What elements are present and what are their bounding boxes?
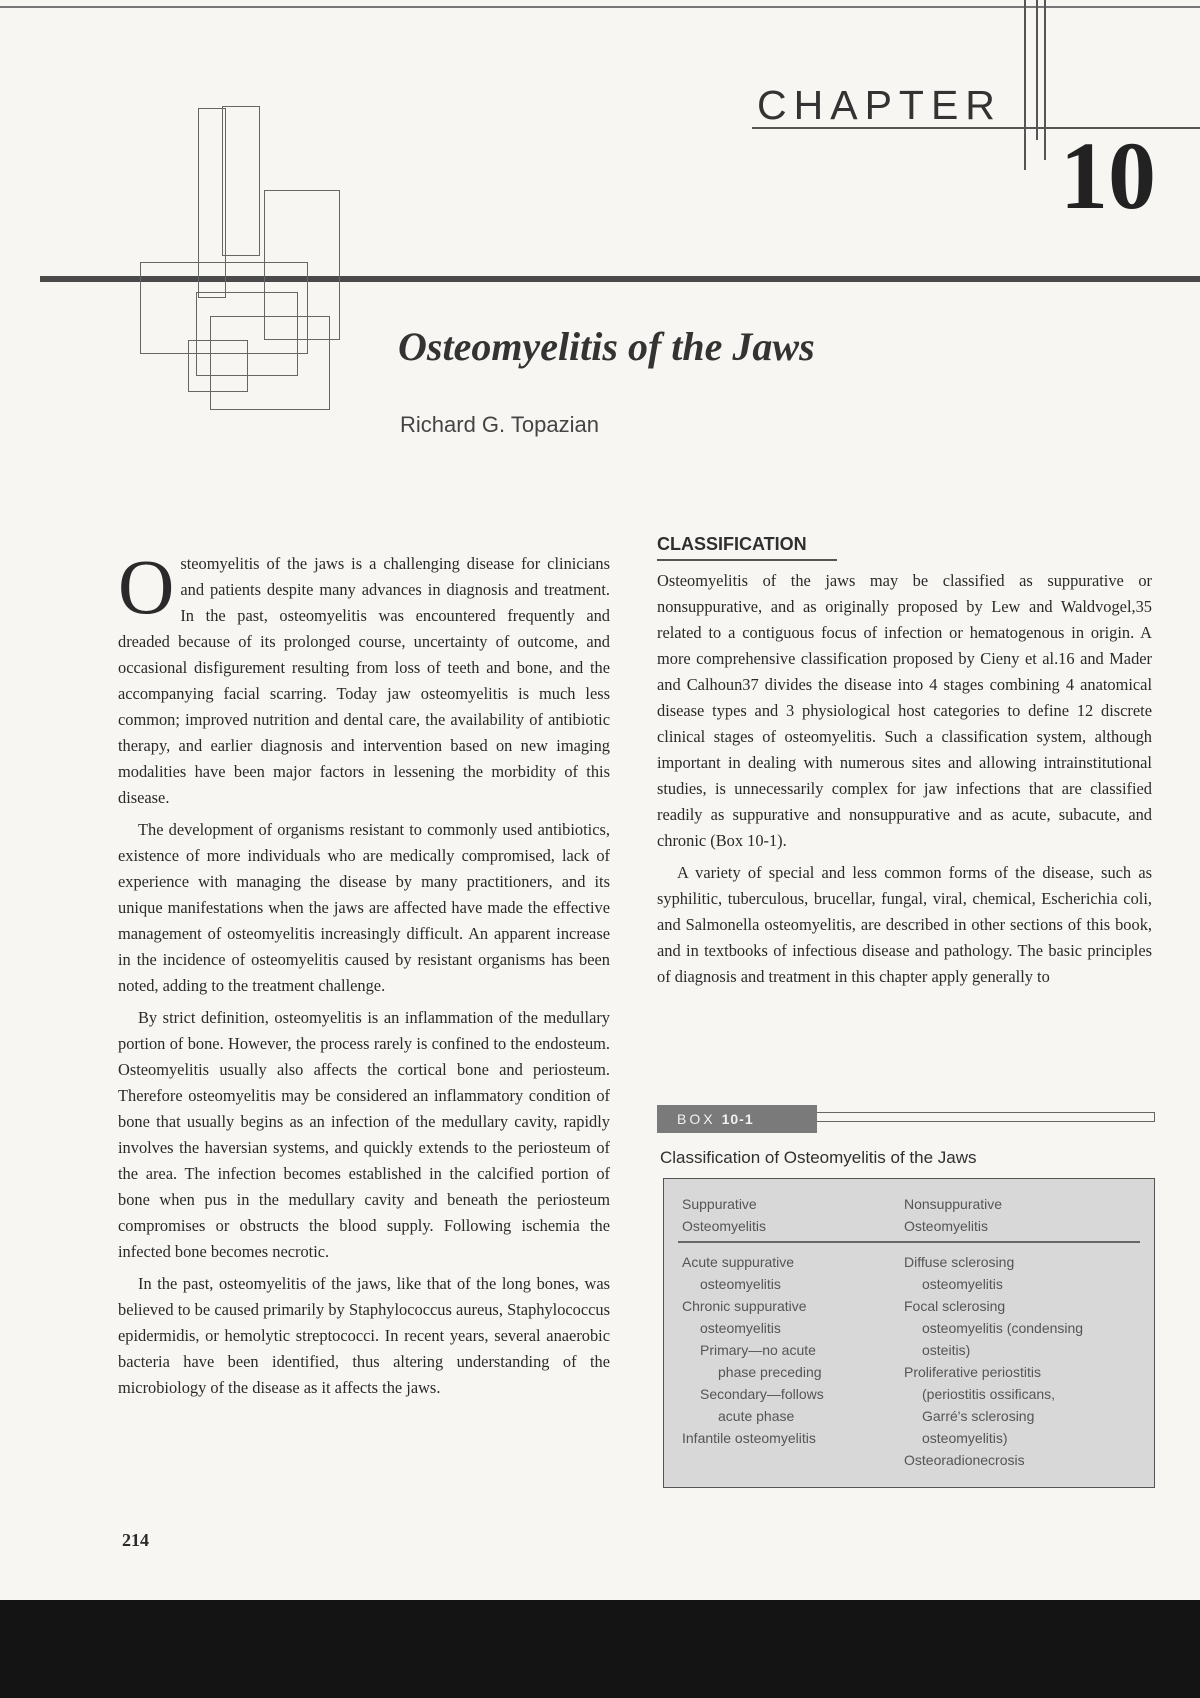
list-item: osteitis) <box>922 1342 971 1358</box>
box-label-line <box>817 1112 1155 1122</box>
list-item: Secondary—follows <box>700 1386 824 1402</box>
paragraph-microbiology: In the past, osteomyelitis of the jaws, like that of the long bones, was believed to be caused primarily by Staphylococcus aureus, Staphylococcus epidermidis, or hemolytic streptococci. In recent years, several anaerobic bacteria have been identified, thus altering understanding of the microbiology of the disease as it affects the jaws. <box>118 1274 610 1397</box>
list-item: (periostitis ossificans, <box>922 1386 1056 1402</box>
vertical-rule-right-3 <box>1044 0 1046 160</box>
paragraph-text: steomyelitis of the jaws is a challenging disease for clinicians and patients despite many advances in diagnosis and treatment. In the past, osteomyelitis was encountered frequently and dreaded because of its prolonged course, uncertainty of outcome, and occasional disfigurement resulting from loss of teeth and bone, and the accompanying facial scarring. Today jaw osteomyelitis is much less common; improved nutrition and dental care, the availability of antibiotic therapy, and earlier diagnosis and intervention based on new imaging modalities have been major factors in lessening the morbidity of this disease. <box>118 554 610 807</box>
author-name: Richard G. Topazian <box>400 412 599 437</box>
list-item: Proliferative periostitis <box>904 1364 1041 1380</box>
list-item: Primary—no acute <box>700 1342 816 1358</box>
col2-header <box>904 1193 1002 1237</box>
classification-table <box>663 1178 1155 1488</box>
col2-header-line: Nonsuppurative <box>904 1196 1003 1212</box>
list-item: Acute suppurative <box>682 1254 795 1270</box>
list-item: osteomyelitis <box>700 1276 781 1292</box>
list-item: osteomyelitis <box>700 1320 781 1336</box>
col2-header-line: Osteomyelitis <box>904 1218 989 1234</box>
section-heading-rule <box>657 559 837 561</box>
col1-items <box>682 1251 824 1449</box>
list-item: Chronic suppurative <box>682 1298 807 1314</box>
paragraph-definition: By strict definition, osteomyelitis is an inflammation of the medullary portion of bone. However, the process rarely is confined to the endosteum. Osteomyelitis usually also affects the cortical bone and periosteum. Therefore osteomyelitis may be considered an inflammatory condition of bone that usually begins as an infection of the medullary cavity, rapidly involves the haversian systems, and quickly extends to the periosteum of the area. The infection becomes established in the calcified portion of bone when pus in the medullary cavity and beneath the periosteum compromises or obstructs the blood supply. Following ischemia the infected bone becomes necrotic. <box>118 1008 610 1261</box>
box-label-text: BOX <box>677 1111 716 1127</box>
col1-header-line: Suppurative <box>682 1196 757 1212</box>
paragraph-classification: Osteomyelitis of the jaws may be classified as suppurative or nonsuppurative, and as originally proposed by Lew and Waldvogel,35 related to a contiguous focus of infection or hematogenous in origin. A more comprehensive classification proposed by Cieny et al.16 and Mader and Calhoun37 divides the disease into 4 stages combining 4 anatomical disease types and 3 physiological host categories to define 12 discrete clinical stages of osteomyelitis. Such a classification system, although important in dealing with numerous sites and allowing intrainstitutional studies, is unnecessarily complex for jaw infections that are classified readily as suppurative and nonsuppurative and as acute, subacute, and chronic (Box 10-1). <box>657 571 1152 850</box>
right-column <box>657 568 1152 996</box>
list-item: Infantile osteomyelitis <box>682 1430 816 1446</box>
decor-rect-7 <box>188 340 248 392</box>
chapter-number: 10 <box>1060 122 1156 229</box>
table-header-rule <box>678 1241 1140 1243</box>
col2-items <box>904 1251 1083 1471</box>
list-item: Osteoradionecrosis <box>904 1452 1025 1468</box>
section-heading: CLASSIFICATION <box>657 534 807 554</box>
col1-header-line: Osteomyelitis <box>682 1218 767 1234</box>
list-item: acute phase <box>718 1408 795 1424</box>
list-item: osteomyelitis <box>922 1276 1003 1292</box>
chapter-label: CHAPTER <box>757 82 1002 128</box>
list-item: phase preceding <box>718 1364 822 1380</box>
paragraph-special-forms: A variety of special and less common forms of the disease, such as syphilitic, tuberculous, brucellar, fungal, viral, chemical, Escherichia coli, and Salmonella osteomyelitis, are described in other sections of this book, and in textbooks of infectious disease and pathology. The basic principles of diagnosis and treatment in this chapter apply generally to <box>657 863 1152 986</box>
list-item: Diffuse sclerosing <box>904 1254 1015 1270</box>
page-number: 214 <box>122 1530 149 1550</box>
list-item: osteomyelitis (condensing <box>922 1320 1084 1336</box>
list-item: Focal sclerosing <box>904 1298 1006 1314</box>
decor-rect-2 <box>222 106 260 256</box>
intro-paragraph <box>118 543 610 811</box>
top-border-line <box>0 6 1200 8</box>
vertical-rule-right-2 <box>1036 0 1038 140</box>
box-title: Classification of Osteomyelitis of the Jaws <box>660 1148 977 1167</box>
chapter-title: Osteomyelitis of the Jaws <box>398 324 815 369</box>
col1-header <box>682 1193 766 1237</box>
left-column <box>118 543 610 1407</box>
list-item: osteomyelitis) <box>922 1430 1008 1446</box>
box-label <box>657 1105 817 1133</box>
box-number: 10-1 <box>721 1111 754 1127</box>
drop-cap: O <box>118 543 175 630</box>
vertical-rule-right-1 <box>1024 0 1026 170</box>
list-item: Garré's sclerosing <box>922 1408 1035 1424</box>
paragraph-resistance: The development of organisms resistant to commonly used antibiotics, existence of more individuals who are medically compromised, lack of experience with managing the disease by many practitioners, and its unique manifestations when the jaws are affected have made the effective management of osteomyelitis increasingly difficult. An apparent increase in the incidence of osteomyelitis caused by resistant organisms has been noted, adding to the treatment challenge. <box>118 820 610 995</box>
scan-bottom-band <box>0 1600 1200 1698</box>
